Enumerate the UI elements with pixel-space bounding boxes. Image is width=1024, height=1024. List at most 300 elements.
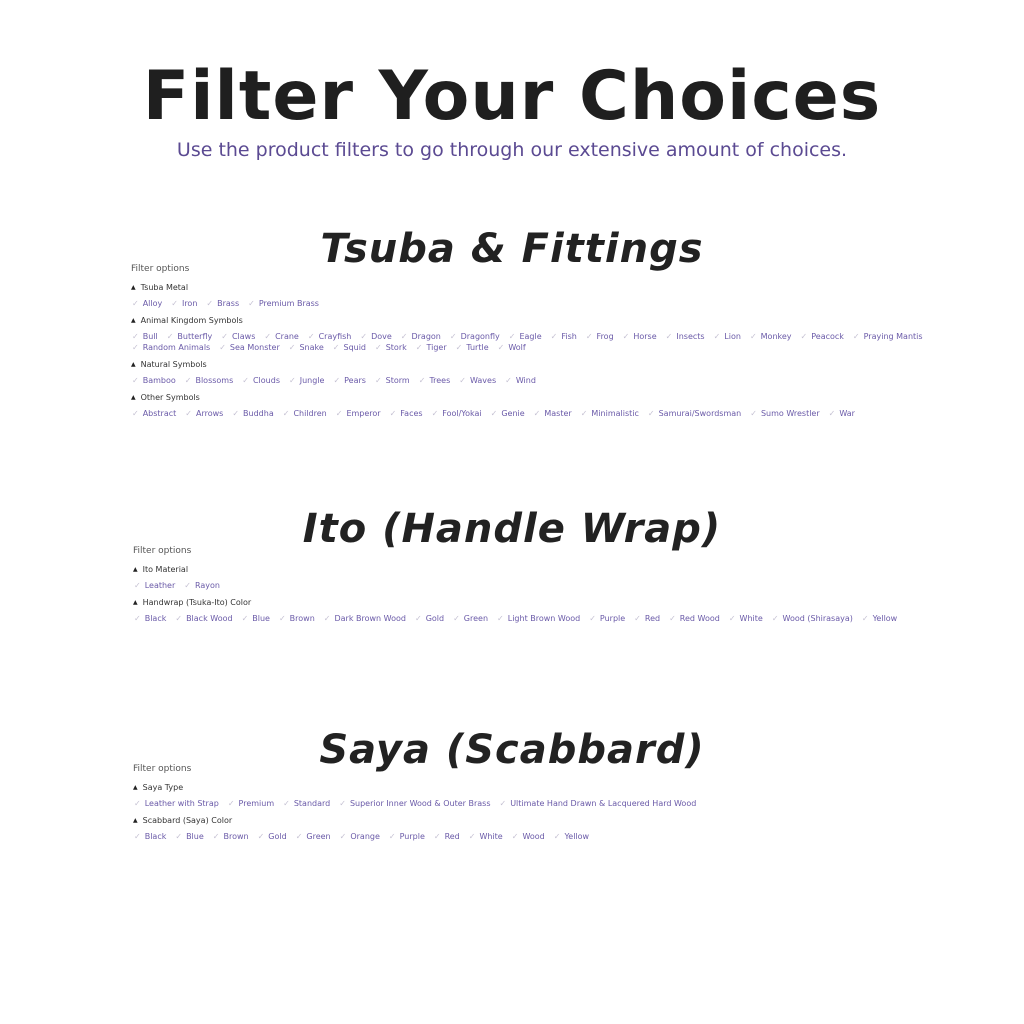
filter-option-label: Brass xyxy=(217,299,240,308)
filter-option-label: Stork xyxy=(385,343,407,352)
filter-group-animal-kingdom-symbols xyxy=(131,315,931,353)
filter-option-label: Eagle xyxy=(519,332,542,341)
checkmark-icon: ✓ xyxy=(264,332,272,341)
filter-option-standard[interactable] xyxy=(283,798,330,809)
filter-option-label: Dragon xyxy=(411,332,441,341)
filter-option-wood[interactable] xyxy=(512,831,545,842)
filter-group-label: Natural Symbols xyxy=(140,360,207,369)
caret-up-icon: ▲ xyxy=(133,784,138,791)
checkmark-icon: ✓ xyxy=(550,332,558,341)
filter-option-red[interactable] xyxy=(634,613,660,624)
filter-option-dove[interactable] xyxy=(360,331,391,342)
checkmark-icon: ✓ xyxy=(166,332,174,341)
filter-group-toggle[interactable] xyxy=(133,815,933,827)
checkmark-icon: ✓ xyxy=(375,343,382,352)
checkmark-icon: ✓ xyxy=(206,299,214,308)
filter-option-label: Horse xyxy=(633,332,657,341)
filter-option-label: Abstract xyxy=(142,409,177,418)
filter-option-label: Faces xyxy=(400,409,423,418)
checkmark-icon: ✓ xyxy=(431,409,439,418)
filter-option-crayfish[interactable] xyxy=(308,331,352,342)
filter-option-label: White xyxy=(479,832,503,841)
filter-option-premium-brass[interactable] xyxy=(248,298,319,309)
checkmark-icon: ✓ xyxy=(634,614,641,623)
filter-option-praying-mantis[interactable] xyxy=(853,331,923,342)
filter-option-label: Jungle xyxy=(299,376,325,385)
checkmark-icon: ✓ xyxy=(388,832,396,841)
checkmark-icon: ✓ xyxy=(257,832,265,841)
filter-option-orange[interactable] xyxy=(340,831,380,842)
checkmark-icon: ✓ xyxy=(248,299,255,308)
filter-option-label: Yellow xyxy=(564,832,590,841)
filter-option-war[interactable] xyxy=(829,408,855,419)
filter-option-frog[interactable] xyxy=(586,331,614,342)
filter-option-white[interactable] xyxy=(469,831,503,842)
filter-option-label: Bamboo xyxy=(142,376,176,385)
checkmark-icon: ✓ xyxy=(490,409,498,418)
filter-option-black[interactable] xyxy=(134,831,166,842)
filter-group-toggle[interactable] xyxy=(133,597,933,609)
filter-option-black-wood[interactable] xyxy=(175,613,232,624)
filter-group-scabbard-saya-color xyxy=(133,815,933,842)
checkmark-icon: ✓ xyxy=(665,332,673,341)
filter-option-label: Dark Brown Wood xyxy=(334,614,406,623)
filter-option-label: Random Animals xyxy=(142,343,211,352)
filter-option-peacock[interactable] xyxy=(801,331,844,342)
filter-option-label: Bull xyxy=(142,332,158,341)
checkmark-icon: ✓ xyxy=(132,409,139,418)
filter-option-bull[interactable] xyxy=(132,331,158,342)
filter-group-label: Animal Kingdom Symbols xyxy=(140,316,243,325)
filter-option-jungle[interactable] xyxy=(289,375,324,386)
filter-option-random-animals[interactable] xyxy=(132,342,210,353)
filter-option-label: Dove xyxy=(371,332,392,341)
filter-option-label: Red xyxy=(444,832,460,841)
filter-option-waves[interactable] xyxy=(459,375,496,386)
checkmark-icon: ✓ xyxy=(282,409,290,418)
checkmark-icon: ✓ xyxy=(553,832,561,841)
filter-option-label: Black xyxy=(144,832,167,841)
checkmark-icon: ✓ xyxy=(497,343,505,352)
filter-option-label: Alloy xyxy=(142,299,163,308)
checkmark-icon: ✓ xyxy=(175,614,183,623)
filter-option-yellow[interactable] xyxy=(554,831,589,842)
filter-option-stork[interactable] xyxy=(375,342,407,353)
checkmark-icon: ✓ xyxy=(533,409,541,418)
filter-option-label: Praying Mantis xyxy=(863,332,923,341)
filter-option-label: Arrows xyxy=(196,409,224,418)
checkmark-icon: ✓ xyxy=(221,332,228,341)
filter-option-brass[interactable] xyxy=(206,298,239,309)
checkmark-icon: ✓ xyxy=(212,832,220,841)
filter-option-rayon[interactable] xyxy=(184,580,220,591)
checkmark-icon: ✓ xyxy=(171,299,178,308)
filter-options-heading: Filter options xyxy=(133,764,192,774)
page-title: Filter Your Choices xyxy=(142,57,882,136)
checkmark-icon: ✓ xyxy=(589,614,596,623)
filter-option-list xyxy=(134,831,933,842)
checkmark-icon: ✓ xyxy=(132,376,139,385)
filter-option-label: Crane xyxy=(275,332,299,341)
filter-option-label: Light Brown Wood xyxy=(507,614,581,623)
filter-option-label: Insects xyxy=(676,332,705,341)
caret-up-icon: ▲ xyxy=(133,599,138,606)
filter-option-turtle[interactable] xyxy=(456,342,489,353)
filter-option-label: Iron xyxy=(181,299,198,308)
filter-option-gold[interactable] xyxy=(415,613,444,624)
checkmark-icon: ✓ xyxy=(750,409,757,418)
filter-option-red-wood[interactable] xyxy=(669,613,720,624)
filter-option-alloy[interactable] xyxy=(132,298,162,309)
filter-group-ito-material xyxy=(133,564,933,591)
filter-group-label: Other Symbols xyxy=(140,393,200,402)
filter-option-snake[interactable] xyxy=(289,342,324,353)
checkmark-icon: ✓ xyxy=(184,376,192,385)
filter-option-insects[interactable] xyxy=(666,331,705,342)
filter-option-label: Green xyxy=(306,832,331,841)
checkmark-icon: ✓ xyxy=(622,332,630,341)
filter-option-label: Orange xyxy=(350,832,380,841)
filter-option-label: Pears xyxy=(344,376,366,385)
filter-options-heading: Filter options xyxy=(131,264,190,274)
filter-group-toggle[interactable] xyxy=(131,315,931,327)
hero xyxy=(0,58,1024,162)
filter-option-dragon[interactable] xyxy=(401,331,441,342)
filter-option-label: Claws xyxy=(231,332,256,341)
checkmark-icon: ✓ xyxy=(184,581,191,590)
filter-option-label: Leather xyxy=(144,581,176,590)
filter-options-heading: Filter options xyxy=(133,546,192,556)
filter-option-label: Squid xyxy=(343,343,367,352)
filter-option-sea-monster[interactable] xyxy=(219,342,280,353)
filter-option-label: Ultimate Hand Drawn & Lacquered Hard Wood xyxy=(510,799,697,808)
checkmark-icon: ✓ xyxy=(333,376,341,385)
filter-option-light-brown-wood[interactable] xyxy=(497,613,580,624)
checkmark-icon: ✓ xyxy=(241,614,249,623)
checkmark-icon: ✓ xyxy=(647,409,655,418)
filter-option-label: Minimalistic xyxy=(591,409,639,418)
checkmark-icon: ✓ xyxy=(713,332,721,341)
caret-up-icon: ▲ xyxy=(133,817,138,824)
checkmark-icon: ✓ xyxy=(771,614,779,623)
filter-group-toggle[interactable] xyxy=(133,782,933,794)
checkmark-icon: ✓ xyxy=(669,614,676,623)
checkmark-icon: ✓ xyxy=(134,614,141,623)
filter-option-label: Monkey xyxy=(760,332,792,341)
filter-option-genie[interactable] xyxy=(491,408,525,419)
filter-option-claws[interactable] xyxy=(221,331,255,342)
checkmark-icon: ✓ xyxy=(132,332,139,341)
filter-option-label: Lion xyxy=(724,332,741,341)
filter-option-label: Purple xyxy=(399,832,425,841)
filter-option-sumo-wrestler[interactable] xyxy=(750,408,819,419)
checkmark-icon: ✓ xyxy=(508,332,516,341)
filter-option-leather-with-strap[interactable] xyxy=(134,798,219,809)
checkmark-icon: ✓ xyxy=(175,832,183,841)
filter-option-eagle[interactable] xyxy=(509,331,542,342)
checkmark-icon: ✓ xyxy=(278,614,286,623)
checkmark-icon: ✓ xyxy=(749,332,757,341)
checkmark-icon: ✓ xyxy=(132,343,139,352)
checkmark-icon: ✓ xyxy=(499,799,507,808)
filter-group-toggle[interactable] xyxy=(131,359,931,371)
caret-up-icon: ▲ xyxy=(131,284,136,291)
filter-group-label: Ito Material xyxy=(142,565,189,574)
filter-group-toggle[interactable] xyxy=(131,282,931,294)
caret-up-icon: ▲ xyxy=(131,394,136,401)
checkmark-icon: ✓ xyxy=(134,832,141,841)
filter-option-wolf[interactable] xyxy=(498,342,526,353)
checkmark-icon: ✓ xyxy=(433,832,441,841)
filter-option-horse[interactable] xyxy=(623,331,657,342)
filter-option-list xyxy=(132,375,931,386)
filter-option-wind[interactable] xyxy=(505,375,536,386)
filter-option-master[interactable] xyxy=(534,408,572,419)
filter-option-minimalistic[interactable] xyxy=(581,408,639,419)
filter-option-label: Standard xyxy=(293,799,331,808)
filter-option-emperor[interactable] xyxy=(336,408,381,419)
checkmark-icon: ✓ xyxy=(134,581,141,590)
filter-option-label: Frog xyxy=(596,332,614,341)
checkmark-icon: ✓ xyxy=(360,332,368,341)
filter-option-label: Fish xyxy=(561,332,577,341)
page-subtitle: Use the product filters to go through our extensive amount of choices. xyxy=(176,139,848,161)
filter-option-label: Master xyxy=(544,409,572,418)
filter-option-trees[interactable] xyxy=(419,375,451,386)
checkmark-icon: ✓ xyxy=(335,409,343,418)
filter-option-pears[interactable] xyxy=(333,375,366,386)
filter-option-clouds[interactable] xyxy=(242,375,280,386)
filter-option-dragonfly[interactable] xyxy=(450,331,500,342)
filter-option-label: Blossoms xyxy=(195,376,234,385)
filter-group-handwrap-tsuka-ito-color xyxy=(133,597,933,624)
filter-option-list xyxy=(132,331,931,353)
filter-option-label: Samurai/Swordsman xyxy=(658,409,742,418)
filter-option-label: Green xyxy=(463,614,489,623)
filter-option-label: Black Wood xyxy=(186,614,233,623)
filter-option-monkey[interactable] xyxy=(750,331,792,342)
filter-option-arrows[interactable] xyxy=(185,408,223,419)
checkmark-icon: ✓ xyxy=(132,299,139,308)
checkmark-icon: ✓ xyxy=(418,376,426,385)
filter-group-saya-type xyxy=(133,782,933,809)
filter-option-label: Trees xyxy=(429,376,451,385)
filter-option-green[interactable] xyxy=(453,613,488,624)
filter-option-black[interactable] xyxy=(134,613,166,624)
filter-option-label: Waves xyxy=(469,376,497,385)
filter-group-label: Saya Type xyxy=(142,783,184,792)
filter-option-label: Purple xyxy=(599,614,626,623)
filter-option-red[interactable] xyxy=(434,831,460,842)
filter-option-premium[interactable] xyxy=(228,798,274,809)
filter-option-crane[interactable] xyxy=(264,331,298,342)
filter-panel xyxy=(133,762,933,842)
checkmark-icon: ✓ xyxy=(449,332,457,341)
filter-option-squid[interactable] xyxy=(333,342,366,353)
filter-option-label: Yellow xyxy=(872,614,898,623)
filter-option-fish[interactable] xyxy=(551,331,577,342)
filter-option-label: Gold xyxy=(268,832,287,841)
checkmark-icon: ✓ xyxy=(580,409,588,418)
filter-option-superior-inner-wood-outer-brass[interactable] xyxy=(339,798,490,809)
checkmark-icon: ✓ xyxy=(323,614,331,623)
filter-option-label: Crayfish xyxy=(318,332,352,341)
filter-option-label: Premium xyxy=(238,799,275,808)
filter-option-samurai-swordsman[interactable] xyxy=(648,408,741,419)
filter-group-toggle[interactable] xyxy=(133,564,933,576)
checkmark-icon: ✓ xyxy=(307,332,315,341)
checkmark-icon: ✓ xyxy=(400,332,408,341)
filter-option-list xyxy=(134,580,933,591)
filter-option-storm[interactable] xyxy=(375,375,410,386)
filter-option-label: Leather with Strap xyxy=(144,799,219,808)
filter-option-fool-yokai[interactable] xyxy=(432,408,482,419)
filter-panel xyxy=(133,544,933,624)
filter-option-label: Red Wood xyxy=(679,614,720,623)
section-title: Tsuba & Fittings xyxy=(320,226,704,272)
checkmark-icon: ✓ xyxy=(828,409,836,418)
checkmark-icon: ✓ xyxy=(455,343,463,352)
filter-option-buddha[interactable] xyxy=(232,408,273,419)
checkmark-icon: ✓ xyxy=(505,376,512,385)
filter-option-label: Wood xyxy=(522,832,545,841)
filter-option-label: Turtle xyxy=(466,343,489,352)
filter-option-leather[interactable] xyxy=(134,580,175,591)
section-title: Ito (Handle Wrap) xyxy=(302,506,722,552)
filter-option-label: Brown xyxy=(223,832,249,841)
checkmark-icon: ✓ xyxy=(511,832,519,841)
caret-up-icon: ▲ xyxy=(131,361,136,368)
checkmark-icon: ✓ xyxy=(219,343,226,352)
filter-option-children[interactable] xyxy=(283,408,327,419)
filter-option-label: Rayon xyxy=(194,581,220,590)
checkmark-icon: ✓ xyxy=(339,799,346,808)
filter-panel xyxy=(131,262,931,419)
filter-option-label: Gold xyxy=(425,614,445,623)
filter-option-abstract[interactable] xyxy=(132,408,176,419)
caret-up-icon: ▲ xyxy=(133,566,138,573)
filter-group-natural-symbols xyxy=(131,359,931,386)
filter-option-label: Dragonfly xyxy=(460,332,500,341)
filter-option-list xyxy=(134,613,933,624)
filter-option-label: Wind xyxy=(515,376,536,385)
checkmark-icon: ✓ xyxy=(497,614,504,623)
checkmark-icon: ✓ xyxy=(242,376,249,385)
filter-option-label: Children xyxy=(293,409,327,418)
filter-option-tiger[interactable] xyxy=(416,342,447,353)
filter-group-other-symbols xyxy=(131,392,931,419)
filter-option-bamboo[interactable] xyxy=(132,375,176,386)
filter-option-label: Blue xyxy=(186,832,204,841)
checkmark-icon: ✓ xyxy=(332,343,340,352)
checkmark-icon: ✓ xyxy=(289,376,296,385)
filter-option-label: War xyxy=(839,409,855,418)
checkmark-icon: ✓ xyxy=(468,832,476,841)
checkmark-icon: ✓ xyxy=(453,614,460,623)
filter-option-label: Emperor xyxy=(346,409,381,418)
filter-option-lion[interactable] xyxy=(714,331,741,342)
filter-option-label: Premium Brass xyxy=(258,299,319,308)
filter-option-label: Butterfly xyxy=(177,332,213,341)
filter-group-toggle[interactable] xyxy=(131,392,931,404)
checkmark-icon: ✓ xyxy=(861,614,869,623)
checkmark-icon: ✓ xyxy=(852,332,860,341)
filter-option-label: Buddha xyxy=(243,409,274,418)
checkmark-icon: ✓ xyxy=(459,376,466,385)
filter-option-label: Tiger xyxy=(426,343,447,352)
filter-option-label: Sumo Wrestler xyxy=(760,409,820,418)
checkmark-icon: ✓ xyxy=(295,832,303,841)
checkmark-icon: ✓ xyxy=(339,832,347,841)
checkmark-icon: ✓ xyxy=(283,799,290,808)
filter-group-label: Scabbard (Saya) Color xyxy=(142,816,233,825)
filter-option-label: Wolf xyxy=(508,343,526,352)
filter-option-blue[interactable] xyxy=(175,831,203,842)
caret-up-icon: ▲ xyxy=(131,317,136,324)
filter-option-label: Black xyxy=(144,614,167,623)
filter-option-label: Superior Inner Wood & Outer Brass xyxy=(349,799,491,808)
filter-option-faces[interactable] xyxy=(390,408,423,419)
filter-option-blue[interactable] xyxy=(242,613,270,624)
filter-option-list xyxy=(132,298,931,309)
filter-option-wood-shirasaya[interactable] xyxy=(772,613,853,624)
checkmark-icon: ✓ xyxy=(374,376,382,385)
filter-option-yellow[interactable] xyxy=(862,613,897,624)
filter-option-iron[interactable] xyxy=(171,298,197,309)
checkmark-icon: ✓ xyxy=(415,343,423,352)
filter-option-label: Blue xyxy=(252,614,270,623)
filter-option-butterfly[interactable] xyxy=(167,331,213,342)
filter-option-label: Red xyxy=(644,614,661,623)
checkmark-icon: ✓ xyxy=(728,614,736,623)
filter-option-list xyxy=(132,408,931,419)
filter-option-green[interactable] xyxy=(296,831,331,842)
filter-option-label: Genie xyxy=(501,409,525,418)
checkmark-icon: ✓ xyxy=(414,614,422,623)
filter-option-purple[interactable] xyxy=(589,613,625,624)
checkmark-icon: ✓ xyxy=(227,799,235,808)
filter-option-purple[interactable] xyxy=(389,831,425,842)
filter-option-label: Storm xyxy=(385,376,410,385)
checkmark-icon: ✓ xyxy=(389,409,397,418)
checkmark-icon: ✓ xyxy=(288,343,296,352)
filter-option-gold[interactable] xyxy=(258,831,287,842)
filter-option-list xyxy=(134,798,933,809)
checkmark-icon: ✓ xyxy=(185,409,192,418)
filter-option-label: Brown xyxy=(289,614,315,623)
filter-option-brown[interactable] xyxy=(213,831,249,842)
filter-option-label: Fool/Yokai xyxy=(442,409,482,418)
filter-option-brown[interactable] xyxy=(279,613,315,624)
filter-option-blossoms[interactable] xyxy=(185,375,234,386)
checkmark-icon: ✓ xyxy=(800,332,808,341)
filter-option-label: Clouds xyxy=(252,376,280,385)
checkmark-icon: ✓ xyxy=(585,332,593,341)
checkmark-icon: ✓ xyxy=(134,799,141,808)
filter-group-label: Handwrap (Tsuka-Ito) Color xyxy=(142,598,252,607)
filter-option-ultimate-hand-drawn-lacquered-hard-wood[interactable] xyxy=(499,798,696,809)
filter-option-label: Peacock xyxy=(811,332,844,341)
filter-option-label: White xyxy=(739,614,763,623)
section-title: Saya (Scabbard) xyxy=(319,727,705,773)
filter-group-label: Tsuba Metal xyxy=(140,283,189,292)
filter-option-label: Sea Monster xyxy=(229,343,280,352)
filter-option-white[interactable] xyxy=(729,613,763,624)
filter-option-label: Snake xyxy=(299,343,324,352)
filter-option-label: Wood (Shirasaya) xyxy=(782,614,853,623)
checkmark-icon: ✓ xyxy=(232,409,240,418)
filter-option-dark-brown-wood[interactable] xyxy=(324,613,406,624)
